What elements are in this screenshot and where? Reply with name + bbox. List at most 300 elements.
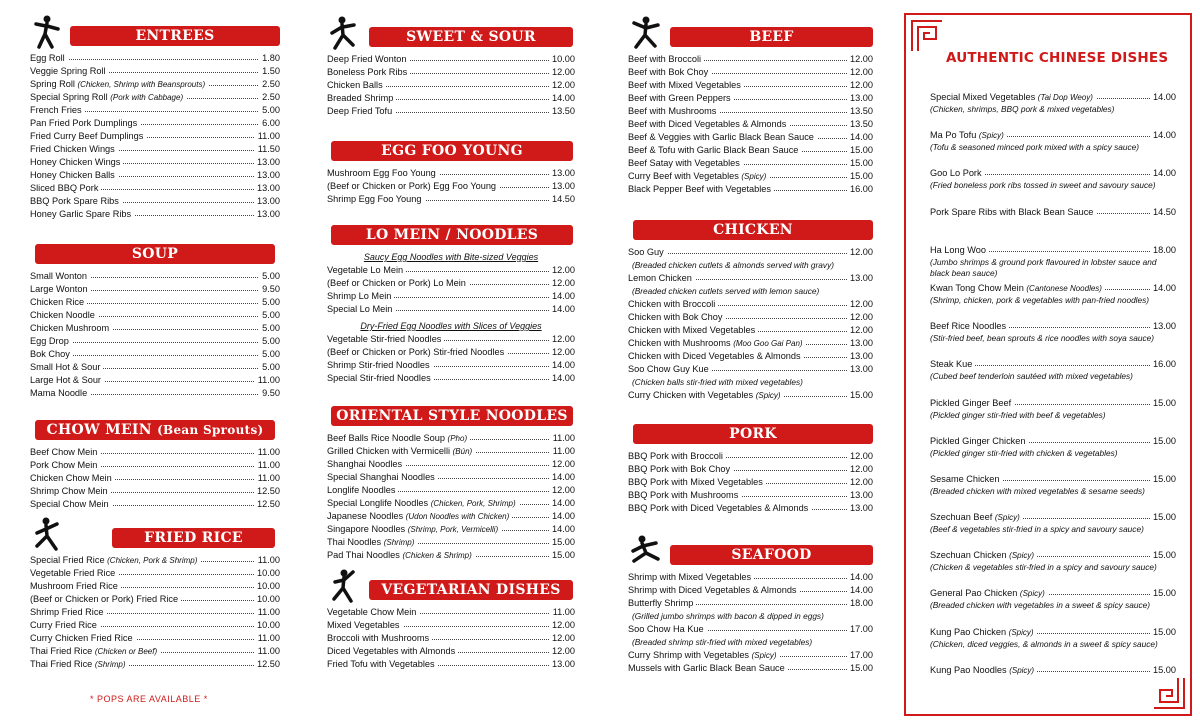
menu-item-name: Honey Garlic Spare Ribs xyxy=(30,208,134,221)
chow-mein-list xyxy=(30,446,280,511)
menu-item xyxy=(628,66,873,79)
menu-item-price: 12.00 xyxy=(549,484,575,497)
menu-item xyxy=(30,446,280,459)
menu-item-name: Vegetable Chow Mein xyxy=(327,606,419,619)
section-egg-foo-young xyxy=(327,139,575,206)
menu-item xyxy=(327,346,575,359)
menu-item xyxy=(327,445,575,458)
menu-item-price: 5.00 xyxy=(259,361,280,374)
menu-item-price: 5.00 xyxy=(259,104,280,117)
menu-item-name: Special Chow Mein xyxy=(30,498,112,511)
menu-item xyxy=(628,170,873,183)
menu-item-description: (Pickled ginger stir-fried with chicken & vegetables) xyxy=(930,447,1118,458)
menu-item-price: 13.00 xyxy=(847,92,873,105)
pops-note: * POPS ARE AVAILABLE * xyxy=(90,694,208,704)
menu-item-name: Mussels with Garlic Black Bean Sauce xyxy=(628,662,788,675)
menu-item-name: Sliced BBQ Pork xyxy=(30,182,101,195)
menu-item xyxy=(327,458,575,471)
menu-item-name: Shanghai Noodles xyxy=(327,458,405,471)
menu-item xyxy=(30,645,280,658)
menu-item xyxy=(327,606,575,619)
section-pork xyxy=(628,422,873,515)
authentic-item xyxy=(930,129,1176,167)
menu-item-name: Japanese Noodles (Udon Noodles with Chicken) xyxy=(327,510,512,523)
menu-item-description: (Tofu & seasoned minced pork mixed with a spicy sauce) xyxy=(930,142,1140,153)
menu-item-price: 15.00 xyxy=(1150,626,1176,639)
menu-item-name: Shrimp Fried Rice xyxy=(30,606,107,619)
menu-item xyxy=(327,645,575,658)
menu-item xyxy=(628,144,873,157)
menu-item-price: 6.00 xyxy=(259,117,280,130)
menu-item xyxy=(30,619,280,632)
menu-item-price: 14.00 xyxy=(1150,282,1176,295)
menu-item-name: Bok Choy xyxy=(30,348,73,361)
menu-item-name: Small Hot & Sour xyxy=(30,361,103,374)
menu-item-price: 13.50 xyxy=(847,105,873,118)
menu-item xyxy=(327,105,575,118)
menu-item-price: 15.00 xyxy=(1150,587,1176,600)
authentic-item xyxy=(930,397,1176,435)
menu-item xyxy=(628,118,873,131)
menu-item xyxy=(930,626,1176,639)
authentic-list xyxy=(930,91,1176,702)
menu-item-name: Longlife Noodles xyxy=(327,484,398,497)
menu-item-name: Kwan Tong Chow Mein (Cantonese Noodles) xyxy=(930,282,1105,295)
menu-item-price: 15.00 xyxy=(1150,473,1176,486)
section-seafood xyxy=(628,543,873,675)
menu-item-price: 15.00 xyxy=(1150,511,1176,524)
menu-item-price: 12.00 xyxy=(549,632,575,645)
section-title: BEEF xyxy=(670,27,873,47)
menu-item-name: Butterfly Shrimp xyxy=(628,597,696,610)
menu-item-price: 12.00 xyxy=(847,311,873,324)
menu-item xyxy=(30,459,280,472)
menu-item xyxy=(628,623,873,636)
menu-item-name: Sesame Chicken xyxy=(930,473,1002,486)
menu-item-price: 17.00 xyxy=(847,649,873,662)
menu-item-note: (Spicy) xyxy=(1009,665,1035,675)
menu-item-price: 10.00 xyxy=(254,567,280,580)
menu-item-name: Shrimp Egg Foo Young xyxy=(327,193,425,206)
menu-item-name: Beef with Diced Vegetables & Almonds xyxy=(628,118,789,131)
menu-item-price: 13.00 xyxy=(254,182,280,195)
menu-item-price: 14.00 xyxy=(1150,167,1176,180)
menu-item-name: Mushroom Egg Foo Young xyxy=(327,167,439,180)
menu-item xyxy=(628,350,873,363)
entrees-list xyxy=(30,52,280,221)
menu-item-name: Large Wonton xyxy=(30,283,91,296)
menu-item-name: Chicken Chow Mein xyxy=(30,472,115,485)
menu-item-price: 11.00 xyxy=(255,374,280,387)
section-title: PORK xyxy=(633,424,873,444)
menu-item-note: (Pork with Cabbage) xyxy=(110,93,184,102)
menu-item xyxy=(628,324,873,337)
menu-item-price: 12.00 xyxy=(549,645,575,658)
menu-item xyxy=(30,472,280,485)
menu-item xyxy=(327,484,575,497)
menu-item xyxy=(930,397,1176,410)
menu-item-price: 13.00 xyxy=(847,502,873,515)
menu-item-name: Vegetable Fried Rice xyxy=(30,567,118,580)
menu-item-price: 18.00 xyxy=(1150,244,1176,257)
menu-item xyxy=(30,208,280,221)
menu-item-name: Chicken Balls xyxy=(327,79,386,92)
menu-item-name: Fried Curry Beef Dumplings xyxy=(30,130,146,143)
menu-item-name: Szechuan Beef (Spicy) xyxy=(930,511,1023,524)
menu-item-name: Chicken with Mixed Vegetables xyxy=(628,324,758,337)
menu-item xyxy=(327,277,575,290)
menu-item xyxy=(30,78,280,91)
authentic-item xyxy=(930,244,1176,282)
menu-item-name: Beef Satay with Vegetables xyxy=(628,157,743,170)
menu-item-name: Ma Po Tofu (Spicy) xyxy=(930,129,1007,142)
menu-item xyxy=(327,658,575,671)
menu-item xyxy=(327,510,575,523)
menu-item xyxy=(30,485,280,498)
menu-item-note: (Spicy) xyxy=(978,131,1004,141)
menu-item xyxy=(930,129,1176,142)
authentic-item xyxy=(930,167,1176,205)
stir-fried-subhead: Dry-Fried Egg Noodles with Slices of Veggies xyxy=(360,321,542,331)
menu-item-description: (Shrimp, chicken, pork & vegetables with pan-fried noodles) xyxy=(930,294,1150,305)
menu-item-price: 14.00 xyxy=(847,571,873,584)
menu-item-price: 2.50 xyxy=(259,78,280,91)
authentic-item xyxy=(930,473,1176,511)
menu-item-name: Special Spring Roll (Pork with Cabbage) xyxy=(30,91,186,104)
authentic-item xyxy=(930,320,1176,358)
menu-item xyxy=(30,374,280,387)
menu-item-name: Curry Chicken with Vegetables (Spicy) xyxy=(628,389,784,402)
menu-item-name: BBQ Pork with Broccoli xyxy=(628,450,726,463)
menu-item xyxy=(30,182,280,195)
kung-fu-figure-icon xyxy=(630,15,660,51)
menu-item-name: Veggie Spring Roll xyxy=(30,65,109,78)
menu-item xyxy=(327,79,575,92)
menu-item-name: Pan Fried Pork Dumplings xyxy=(30,117,140,130)
menu-item-name: Beef Balls Rice Noodle Soup (Pho) xyxy=(327,432,470,445)
menu-item-price: 12.00 xyxy=(847,324,873,337)
menu-item xyxy=(628,311,873,324)
menu-item xyxy=(30,498,280,511)
menu-item-note: (Cantonese Noodles) xyxy=(1026,283,1102,293)
menu-item-name: BBQ Pork with Mixed Vegetables xyxy=(628,476,766,489)
menu-item-price: 18.00 xyxy=(847,597,873,610)
menu-item xyxy=(30,52,280,65)
menu-item-note: (Tai Dop Weoy) xyxy=(1037,93,1093,102)
menu-item-price: 11.00 xyxy=(255,554,280,567)
menu-item-price: 13.00 xyxy=(254,208,280,221)
menu-item-name: Ha Long Woo xyxy=(930,244,989,257)
menu-item-price: 12.00 xyxy=(549,277,575,290)
menu-item-price: 1.80 xyxy=(259,52,280,65)
authentic-item xyxy=(930,358,1176,396)
menu-item-name: (Beef or Chicken or Pork) Lo Mein xyxy=(327,277,469,290)
menu-item-price: 10.00 xyxy=(549,53,575,66)
menu-item-note: (Pho) xyxy=(447,434,468,443)
menu-item-name: Pad Thai Noodles (Chicken & Shrimp) xyxy=(327,549,475,562)
menu-item-name: BBQ Pork with Diced Vegetables & Almonds xyxy=(628,502,811,515)
section-entrees xyxy=(30,24,280,221)
section-title: EGG FOO YOUNG xyxy=(331,141,573,161)
menu-item-description: (Breaded chicken with vegetables in a sweet & spicy sauce) xyxy=(930,600,1150,611)
menu-item xyxy=(30,348,280,361)
menu-item-description: (Chicken, shrimps, BBQ pork & mixed vegetables) xyxy=(930,104,1115,114)
menu-item-price: 14.00 xyxy=(549,471,575,484)
menu-item-note: (Chicken, Pork, Shrimp) xyxy=(430,499,516,508)
chicken-list xyxy=(628,246,873,402)
menu-item-note: (Spicy) xyxy=(1019,589,1045,599)
menu-item-price: 12.00 xyxy=(847,298,873,311)
menu-item-price: 13.50 xyxy=(549,105,575,118)
section-oriental-noodles xyxy=(327,404,575,562)
menu-item-name: Beef Chow Mein xyxy=(30,446,100,459)
menu-item-price: 14.00 xyxy=(1150,129,1176,142)
menu-item xyxy=(30,309,280,322)
menu-item-price: 12.50 xyxy=(254,658,280,671)
section-title: CHICKEN xyxy=(633,220,873,240)
menu-item-price: 14.00 xyxy=(549,290,575,303)
menu-item-name: Shrimp Lo Mein xyxy=(327,290,394,303)
menu-item-name: Curry Shrimp with Vegetables (Spicy) xyxy=(628,649,779,662)
menu-item xyxy=(628,389,873,402)
authentic-item xyxy=(930,91,1176,129)
menu-item xyxy=(628,92,873,105)
menu-item-name: Kung Pao Chicken (Spicy) xyxy=(930,626,1037,639)
menu-item-price: 14.00 xyxy=(549,92,575,105)
menu-item-price: 15.00 xyxy=(549,549,575,562)
menu-item-name: Special Lo Mein xyxy=(327,303,395,316)
menu-item xyxy=(327,290,575,303)
menu-item xyxy=(327,619,575,632)
menu-item-description: (Fried boneless pork ribs tossed in sweet and savoury sauce) xyxy=(930,180,1156,191)
authentic-item xyxy=(930,549,1176,587)
fried-rice-list xyxy=(30,554,280,671)
section-title: SOUP xyxy=(35,244,275,264)
menu-item-name: Mixed Vegetables xyxy=(327,619,403,632)
menu-item-price: 11.00 xyxy=(255,130,280,143)
menu-item-name: Boneless Pork Ribs xyxy=(327,66,410,79)
menu-item xyxy=(30,283,280,296)
menu-item xyxy=(930,473,1176,486)
menu-item-description: (Breaded chicken with mixed vegetables & sesame seeds) xyxy=(930,485,1145,496)
menu-item-note: (Spicy) xyxy=(751,651,777,660)
stir-fried-list xyxy=(327,333,575,385)
menu-item xyxy=(327,193,575,206)
menu-item-description: (Breaded chicken cutlets & almonds served with gravy) xyxy=(632,260,834,270)
section-soup xyxy=(30,242,280,400)
menu-item-name: Diced Vegetables with Almonds xyxy=(327,645,458,658)
menu-item xyxy=(30,143,280,156)
menu-item-price: 13.00 xyxy=(254,156,280,169)
menu-item-name: Vegetable Lo Mein xyxy=(327,264,406,277)
menu-item xyxy=(628,649,873,662)
menu-item-price: 15.00 xyxy=(847,144,873,157)
menu-item-name: Broccoli with Mushrooms xyxy=(327,632,432,645)
menu-item-price: 10.00 xyxy=(254,580,280,593)
menu-item xyxy=(930,587,1176,600)
menu-item xyxy=(628,502,873,515)
menu-item-price: 11.00 xyxy=(255,606,280,619)
section-vegetarian xyxy=(327,578,575,671)
menu-item-name: Soo Guy xyxy=(628,246,667,259)
menu-item-price: 11.00 xyxy=(550,606,575,619)
menu-item-name: Grilled Chicken with Vermicelli (Bún) xyxy=(327,445,475,458)
menu-item-name: French Fries xyxy=(30,104,85,117)
section-fried-rice xyxy=(30,526,280,671)
beef-list xyxy=(628,53,873,196)
menu-item-description: (Jumbo shrimps & ground pork flavoured in lobster sauce and black bean sauce) xyxy=(930,256,1157,278)
menu-item-name: Large Hot & Sour xyxy=(30,374,104,387)
menu-item-name: Egg Drop xyxy=(30,335,72,348)
menu-item xyxy=(628,131,873,144)
menu-item-name: Chicken with Mushrooms (Moo Goo Gai Pan) xyxy=(628,337,806,350)
menu-item-name: Beef & Tofu with Garlic Black Bean Sauce xyxy=(628,144,801,157)
menu-item xyxy=(30,632,280,645)
menu-item xyxy=(930,91,1176,104)
menu-item-name: Beef with Green Peppers xyxy=(628,92,734,105)
menu-item xyxy=(30,117,280,130)
menu-item xyxy=(628,489,873,502)
section-title xyxy=(35,420,275,440)
menu-item xyxy=(628,584,873,597)
menu-item-name: Chicken Mushroom xyxy=(30,322,112,335)
menu-item-price: 12.00 xyxy=(549,264,575,277)
menu-item-name: Deep Fried Tofu xyxy=(327,105,395,118)
soup-list xyxy=(30,270,280,400)
menu-item-price: 5.00 xyxy=(259,296,280,309)
kung-fu-figure-icon xyxy=(329,568,359,604)
menu-item-price: 14.50 xyxy=(549,193,575,206)
menu-item-name: BBQ Pork with Bok Choy xyxy=(628,463,733,476)
menu-item xyxy=(30,580,280,593)
menu-item xyxy=(30,593,280,606)
menu-item xyxy=(930,511,1176,524)
menu-item-price: 5.00 xyxy=(259,322,280,335)
menu-item xyxy=(327,497,575,510)
menu-item-price: 15.00 xyxy=(549,536,575,549)
menu-item-note: (Udon Noodles with Chicken) xyxy=(405,512,510,521)
menu-item-price: 14.00 xyxy=(847,131,873,144)
menu-item-name: (Beef or Chicken or Pork) Egg Foo Young xyxy=(327,180,499,193)
menu-item xyxy=(628,571,873,584)
menu-item xyxy=(30,554,280,567)
menu-item xyxy=(30,658,280,671)
menu-item-price: 12.50 xyxy=(254,498,280,511)
menu-item-name: Beef & Veggies with Garlic Black Bean Sauce xyxy=(628,131,817,144)
menu-item-note: (Spicy) xyxy=(1008,627,1034,637)
menu-item-name: Singapore Noodles (Shrimp, Pork, Vermicelli) xyxy=(327,523,501,536)
menu-item xyxy=(30,104,280,117)
menu-item-name: Kung Pao Noodles (Spicy) xyxy=(930,664,1037,677)
menu-item-price: 12.00 xyxy=(847,79,873,92)
menu-item-note: (Chicken or Beef) xyxy=(94,647,158,656)
menu-item-name: Shrimp Chow Mein xyxy=(30,485,111,498)
menu-item-name: (Beef or Chicken or Pork) Stir-fried Noodles xyxy=(327,346,507,359)
menu-item-price: 12.00 xyxy=(847,53,873,66)
section-lo-mein xyxy=(327,223,575,385)
menu-item-price: 12.00 xyxy=(549,346,575,359)
menu-item-price: 15.00 xyxy=(847,157,873,170)
menu-item xyxy=(327,303,575,316)
authentic-item xyxy=(930,282,1176,320)
menu-item-name: Curry Fried Rice xyxy=(30,619,100,632)
authentic-item xyxy=(930,587,1176,625)
menu-item-price: 12.00 xyxy=(549,458,575,471)
menu-item xyxy=(628,53,873,66)
menu-item-price: 12.00 xyxy=(549,79,575,92)
section-title: ENTREES xyxy=(70,26,280,46)
menu-item-name: Steak Kue xyxy=(930,358,975,371)
menu-item-price: 11.00 xyxy=(550,432,575,445)
menu-item-name: Special Mixed Vegetables (Tai Dop Weoy) xyxy=(930,91,1096,104)
menu-item xyxy=(930,244,1176,257)
oriental-list xyxy=(327,432,575,562)
menu-item-price: 16.00 xyxy=(847,183,873,196)
menu-item-price: 11.00 xyxy=(550,445,575,458)
menu-item-price: 14.00 xyxy=(549,510,575,523)
menu-item xyxy=(327,92,575,105)
menu-item xyxy=(930,320,1176,333)
menu-item-price: 12.00 xyxy=(549,66,575,79)
kung-fu-figure-icon xyxy=(329,15,359,51)
menu-item xyxy=(30,567,280,580)
menu-item-price: 15.00 xyxy=(847,662,873,675)
menu-item xyxy=(628,662,873,675)
menu-item-price: 13.50 xyxy=(847,118,873,131)
menu-item xyxy=(30,270,280,283)
menu-item xyxy=(628,363,873,376)
kung-fu-figure-icon xyxy=(630,533,660,569)
section-title: SEAFOOD xyxy=(670,545,873,565)
lo-mein-list xyxy=(327,264,575,316)
authentic-item xyxy=(930,511,1176,549)
menu-item-name: Honey Chicken Balls xyxy=(30,169,118,182)
menu-item-price: 12.00 xyxy=(847,476,873,489)
menu-item xyxy=(327,333,575,346)
menu-item-price: 14.00 xyxy=(549,523,575,536)
chinese-fret-border-icon xyxy=(910,19,944,53)
chow-mein-subtitle: (Bean Sprouts) xyxy=(157,423,264,437)
menu-item-price: 9.50 xyxy=(259,387,280,400)
menu-item xyxy=(30,361,280,374)
menu-item-price: 9.50 xyxy=(259,283,280,296)
menu-item xyxy=(628,157,873,170)
menu-item-name: Honey Chicken Wings xyxy=(30,156,123,169)
menu-item-price: 15.00 xyxy=(1150,435,1176,448)
menu-item-name: Special Fried Rice (Chicken, Pork & Shrimp) xyxy=(30,554,200,567)
menu-item-price: 13.00 xyxy=(847,272,873,285)
chow-mein-title: CHOW MEIN xyxy=(46,422,152,438)
menu-item-name: Thai Fried Rice (Chicken or Beef) xyxy=(30,645,160,658)
menu-item-name: Chicken Rice xyxy=(30,296,87,309)
menu-item-name: (Beef or Chicken or Pork) Fried Rice xyxy=(30,593,181,606)
menu-item-name: Beef Rice Noodles xyxy=(930,320,1009,333)
authentic-panel xyxy=(904,13,1192,716)
menu-item xyxy=(327,372,575,385)
menu-item-name: Beef with Mushrooms xyxy=(628,105,719,118)
menu-item xyxy=(930,549,1176,562)
menu-item-price: 11.00 xyxy=(255,645,280,658)
section-title: SWEET & SOUR xyxy=(369,27,573,47)
menu-item-name: Shrimp Stir-fried Noodles xyxy=(327,359,433,372)
menu-item-price: 12.00 xyxy=(847,246,873,259)
menu-item-price: 15.00 xyxy=(1150,664,1176,677)
menu-item-description: (Beef & vegetables stir-fried in a spicy and savoury sauce) xyxy=(930,524,1144,535)
menu-item-name: Curry Chicken Fried Rice xyxy=(30,632,136,645)
menu-item-price: 11.00 xyxy=(255,459,280,472)
menu-item xyxy=(930,167,1176,180)
menu-item-name: Shrimp with Mixed Vegetables xyxy=(628,571,754,584)
